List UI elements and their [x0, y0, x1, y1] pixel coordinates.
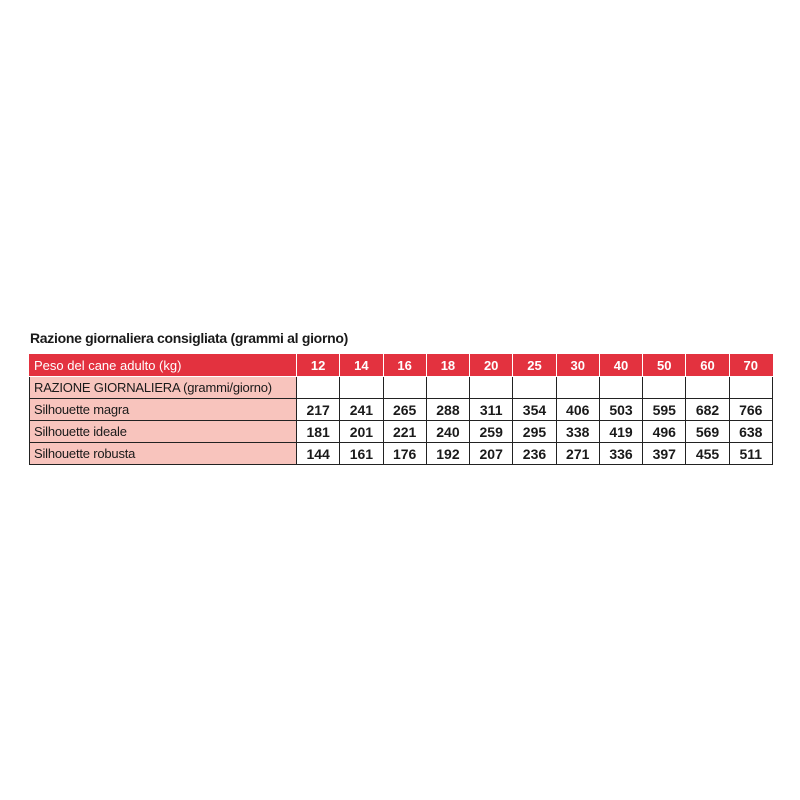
weight-header-cell: 14	[340, 355, 383, 377]
row-label: RAZIONE GIORNALIERA (grammi/giorno)	[30, 377, 297, 399]
table-cell: 201	[340, 421, 383, 443]
weight-header-cell: 40	[599, 355, 642, 377]
table-row	[30, 443, 773, 465]
table-row	[30, 377, 773, 399]
table-cell: 397	[643, 443, 686, 465]
table-cell	[599, 377, 642, 399]
row-label: Silhouette magra	[30, 399, 297, 421]
daily-ration-table	[29, 354, 773, 465]
table-cell	[643, 377, 686, 399]
header-row	[30, 355, 773, 377]
table-cell: 288	[426, 399, 469, 421]
table-cell: 207	[470, 443, 513, 465]
table-cell: 766	[729, 399, 772, 421]
table-cell: 595	[643, 399, 686, 421]
table-cell: 161	[340, 443, 383, 465]
table-cell: 354	[513, 399, 556, 421]
table-row	[30, 421, 773, 443]
table-cell	[340, 377, 383, 399]
table-cell	[686, 377, 729, 399]
table-cell: 217	[297, 399, 340, 421]
weight-header-cell: 16	[383, 355, 426, 377]
table-cell	[729, 377, 772, 399]
table-cell: 338	[556, 421, 599, 443]
table-cell: 419	[599, 421, 642, 443]
table-cell: 682	[686, 399, 729, 421]
table-cell: 336	[599, 443, 642, 465]
weight-header-cell: 30	[556, 355, 599, 377]
table-cell: 271	[556, 443, 599, 465]
weight-header-cell: 18	[426, 355, 469, 377]
table-cell	[297, 377, 340, 399]
weight-header-cell: 50	[643, 355, 686, 377]
table-cell: 406	[556, 399, 599, 421]
table-cell	[383, 377, 426, 399]
weight-header-cell: 70	[729, 355, 772, 377]
weight-header-label: Peso del cane adulto (kg)	[30, 355, 297, 377]
table-cell: 455	[686, 443, 729, 465]
table-cell: 259	[470, 421, 513, 443]
table-cell	[513, 377, 556, 399]
table-row	[30, 399, 773, 421]
table-cell: 503	[599, 399, 642, 421]
row-label: Silhouette ideale	[30, 421, 297, 443]
table-cell: 240	[426, 421, 469, 443]
table-cell: 221	[383, 421, 426, 443]
weight-header-cell: 60	[686, 355, 729, 377]
table-cell: 311	[470, 399, 513, 421]
weight-header-cell: 25	[513, 355, 556, 377]
table-cell	[470, 377, 513, 399]
weight-header-cell: 12	[297, 355, 340, 377]
table-title: Razione giornaliera consigliata (grammi al giorno)	[30, 330, 348, 346]
table-cell: 236	[513, 443, 556, 465]
table-cell: 181	[297, 421, 340, 443]
table-cell: 511	[729, 443, 772, 465]
table-cell	[426, 377, 469, 399]
table-cell: 144	[297, 443, 340, 465]
table-cell: 192	[426, 443, 469, 465]
table-cell: 295	[513, 421, 556, 443]
table-cell: 569	[686, 421, 729, 443]
table-cell: 176	[383, 443, 426, 465]
row-label: Silhouette robusta	[30, 443, 297, 465]
weight-header-cell: 20	[470, 355, 513, 377]
table-cell: 496	[643, 421, 686, 443]
table-cell	[556, 377, 599, 399]
table-cell: 638	[729, 421, 772, 443]
table-cell: 241	[340, 399, 383, 421]
table-cell: 265	[383, 399, 426, 421]
